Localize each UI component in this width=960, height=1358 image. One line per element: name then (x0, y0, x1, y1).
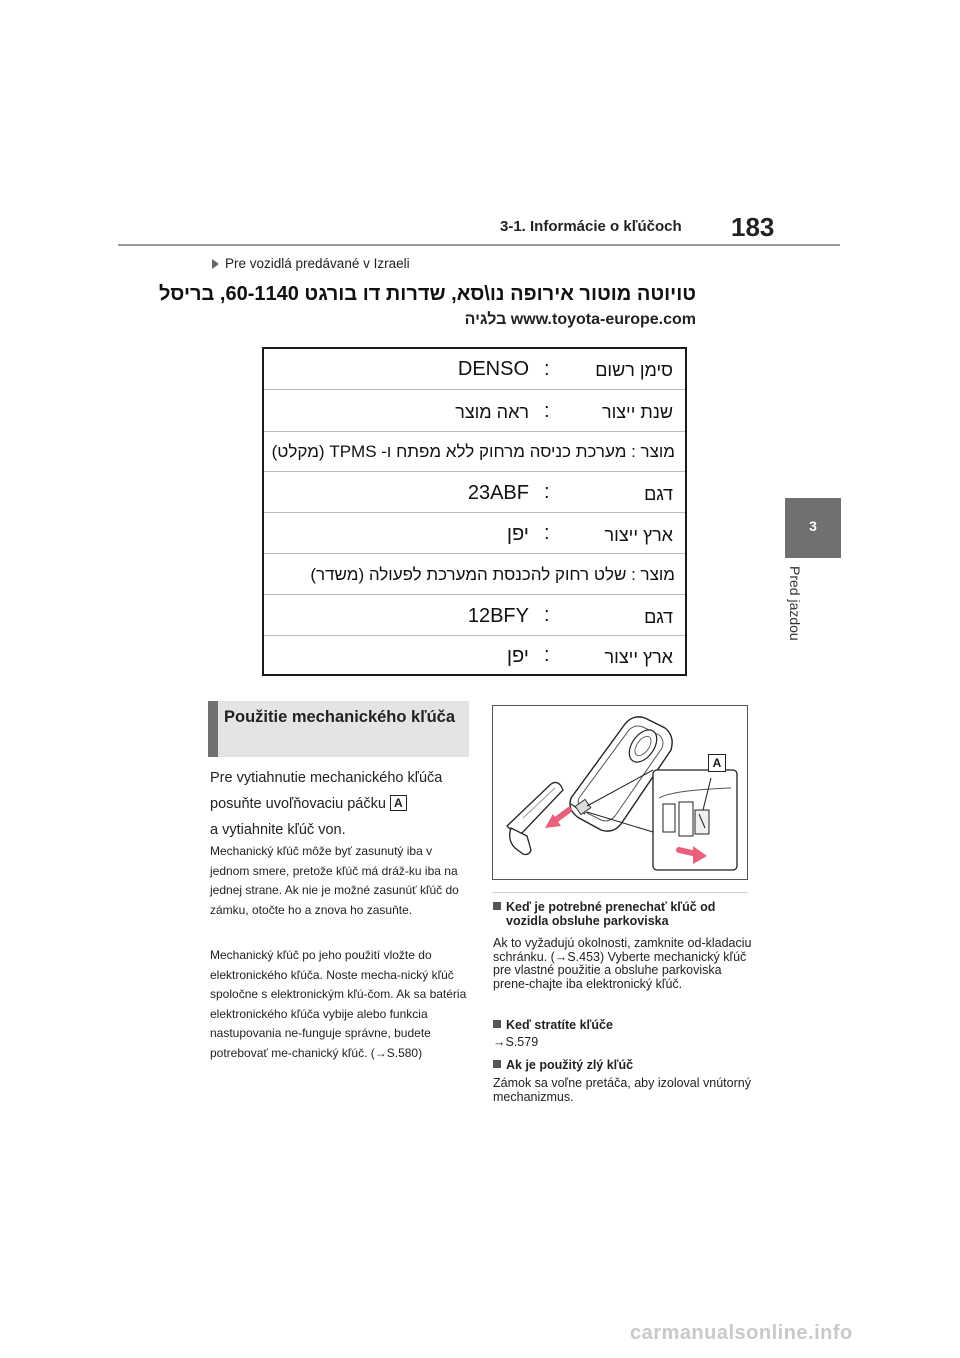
chapter-number: 3 (809, 518, 817, 534)
subsection-heading-text: Keď stratíte kľúče (506, 1018, 613, 1032)
label-value: DENSO (457, 358, 529, 380)
subsection-text: Zámok sa voľne pretáča, aby izoloval vnútorný mechanizmus. (493, 1076, 751, 1104)
page-number: 183 (731, 212, 775, 242)
label-value: יפן (506, 523, 529, 545)
square-bullet-icon (493, 1060, 501, 1068)
label-row (264, 349, 685, 390)
hebrew-address-line: טויוטה מוטור אירופה נו\סא, שדרות דו בורגט 60-1140, בריסל (158, 283, 696, 305)
bullet-triangle-icon (212, 259, 219, 269)
instruction-text (210, 765, 472, 843)
israel-intro (212, 256, 410, 271)
page-reference-link[interactable]: →S.579 (493, 1035, 539, 1049)
subsection-heading-text: Keď je potrebné prenechať kľúč od (506, 900, 716, 914)
note-paragraph: Mechanický kľúč môže byť zasunutý iba v jednom smere, pretože kľúč má dráž-ku iba na jednej strane. Ak nie je možné zasunúť kľúč do zámku, otočte ho a znova ho zasuňte. (210, 844, 459, 917)
subsection-text: Ak to vyžadujú okolnosti, zamknite od-kladaciu schránku. (→S.453) Vyberte mechanický kľúč pre vlastné použitie a obsluhe parkoviska prene-chajte iba elektronický kľúč. (493, 936, 752, 991)
label-row (264, 554, 685, 595)
label-colon: : (544, 604, 550, 626)
section-title: 3-1. Informácie o kľúčoch (500, 218, 682, 235)
label-key: דגם (644, 607, 673, 627)
instruction-line: Pre vytiahnutie mechanického kľúča (210, 770, 443, 786)
callout-a-badge: A (708, 754, 726, 772)
label-value: ראה מוצר (455, 402, 529, 422)
callout-a-badge: A (390, 795, 407, 811)
label-row (264, 432, 685, 472)
subsection-heading (493, 1058, 633, 1072)
label-key: סימן רשום (595, 360, 673, 380)
header-divider (118, 244, 840, 246)
subsection-heading (493, 900, 753, 928)
label-colon: : (544, 400, 550, 422)
hebrew-website-line: www.toyota-europe.com בלגיה (464, 311, 696, 328)
heading-accent-bar (208, 701, 218, 757)
column-divider (492, 892, 748, 893)
label-row (264, 472, 685, 513)
label-value: 12BFY (467, 605, 529, 627)
label-row (264, 595, 685, 636)
watermark: carmanualsonline.info (630, 1322, 853, 1344)
chapter-label (787, 566, 807, 656)
label-row (264, 513, 685, 554)
label-key: ארץ ייצור (604, 647, 673, 667)
israel-intro-text: Pre vozidlá predávané v Izraeli (225, 256, 410, 271)
label-row (264, 636, 685, 674)
subsection-heading (493, 1018, 613, 1032)
label-key: דגם (644, 484, 673, 504)
label-key: שנת ייצור (601, 402, 673, 422)
smart-key-drawing (493, 706, 747, 879)
square-bullet-icon (493, 902, 501, 910)
subsection-heading-text: Ak je použitý zlý kľúč (506, 1058, 634, 1072)
label-full-text: מוצר : שלט רחוק להכנסת המערכת לפעולה (משדר) (310, 565, 675, 584)
instruction-line-text: posuňte uvoľňovaciu páčku (210, 796, 386, 812)
square-bullet-icon (493, 1020, 501, 1028)
label-value: יפן (506, 645, 529, 667)
chapter-label-text: Pred jazdou (787, 566, 803, 641)
label-row (264, 390, 685, 432)
section-heading (208, 701, 469, 757)
subsection-heading-text: vozidla obsluhe parkoviska (506, 914, 669, 928)
label-colon: : (544, 481, 550, 503)
label-value: 23ABF (467, 482, 529, 504)
note-paragraph: Mechanický kľúč po jeho použití vložte do elektronického kľúča. Noste mecha-nický kľúč spoločne s elektronickým kľú-čom. Ak sa batéria elektronického kľúča vybije alebo funkcia nastupovania ne-funguje správne, budete potrebovať me-chanický kľúč. (→S.580) (210, 948, 467, 1060)
chapter-tab[interactable] (785, 498, 841, 558)
label-colon: : (544, 644, 550, 666)
instruction-line (210, 791, 472, 817)
section-heading-text: Použitie mechanického kľúča (224, 708, 456, 726)
label-key: ארץ ייצור (604, 525, 673, 545)
certification-label-table (262, 347, 687, 676)
label-colon: : (544, 358, 550, 380)
instruction-line: a vytiahnite kľúč von. (210, 822, 346, 838)
label-colon: : (544, 522, 550, 544)
label-full-text: מוצר : מערכת כניסה מרחוק ללא מפתח ו- TPMS (מקלט) (271, 442, 675, 461)
key-illustration (492, 705, 748, 880)
